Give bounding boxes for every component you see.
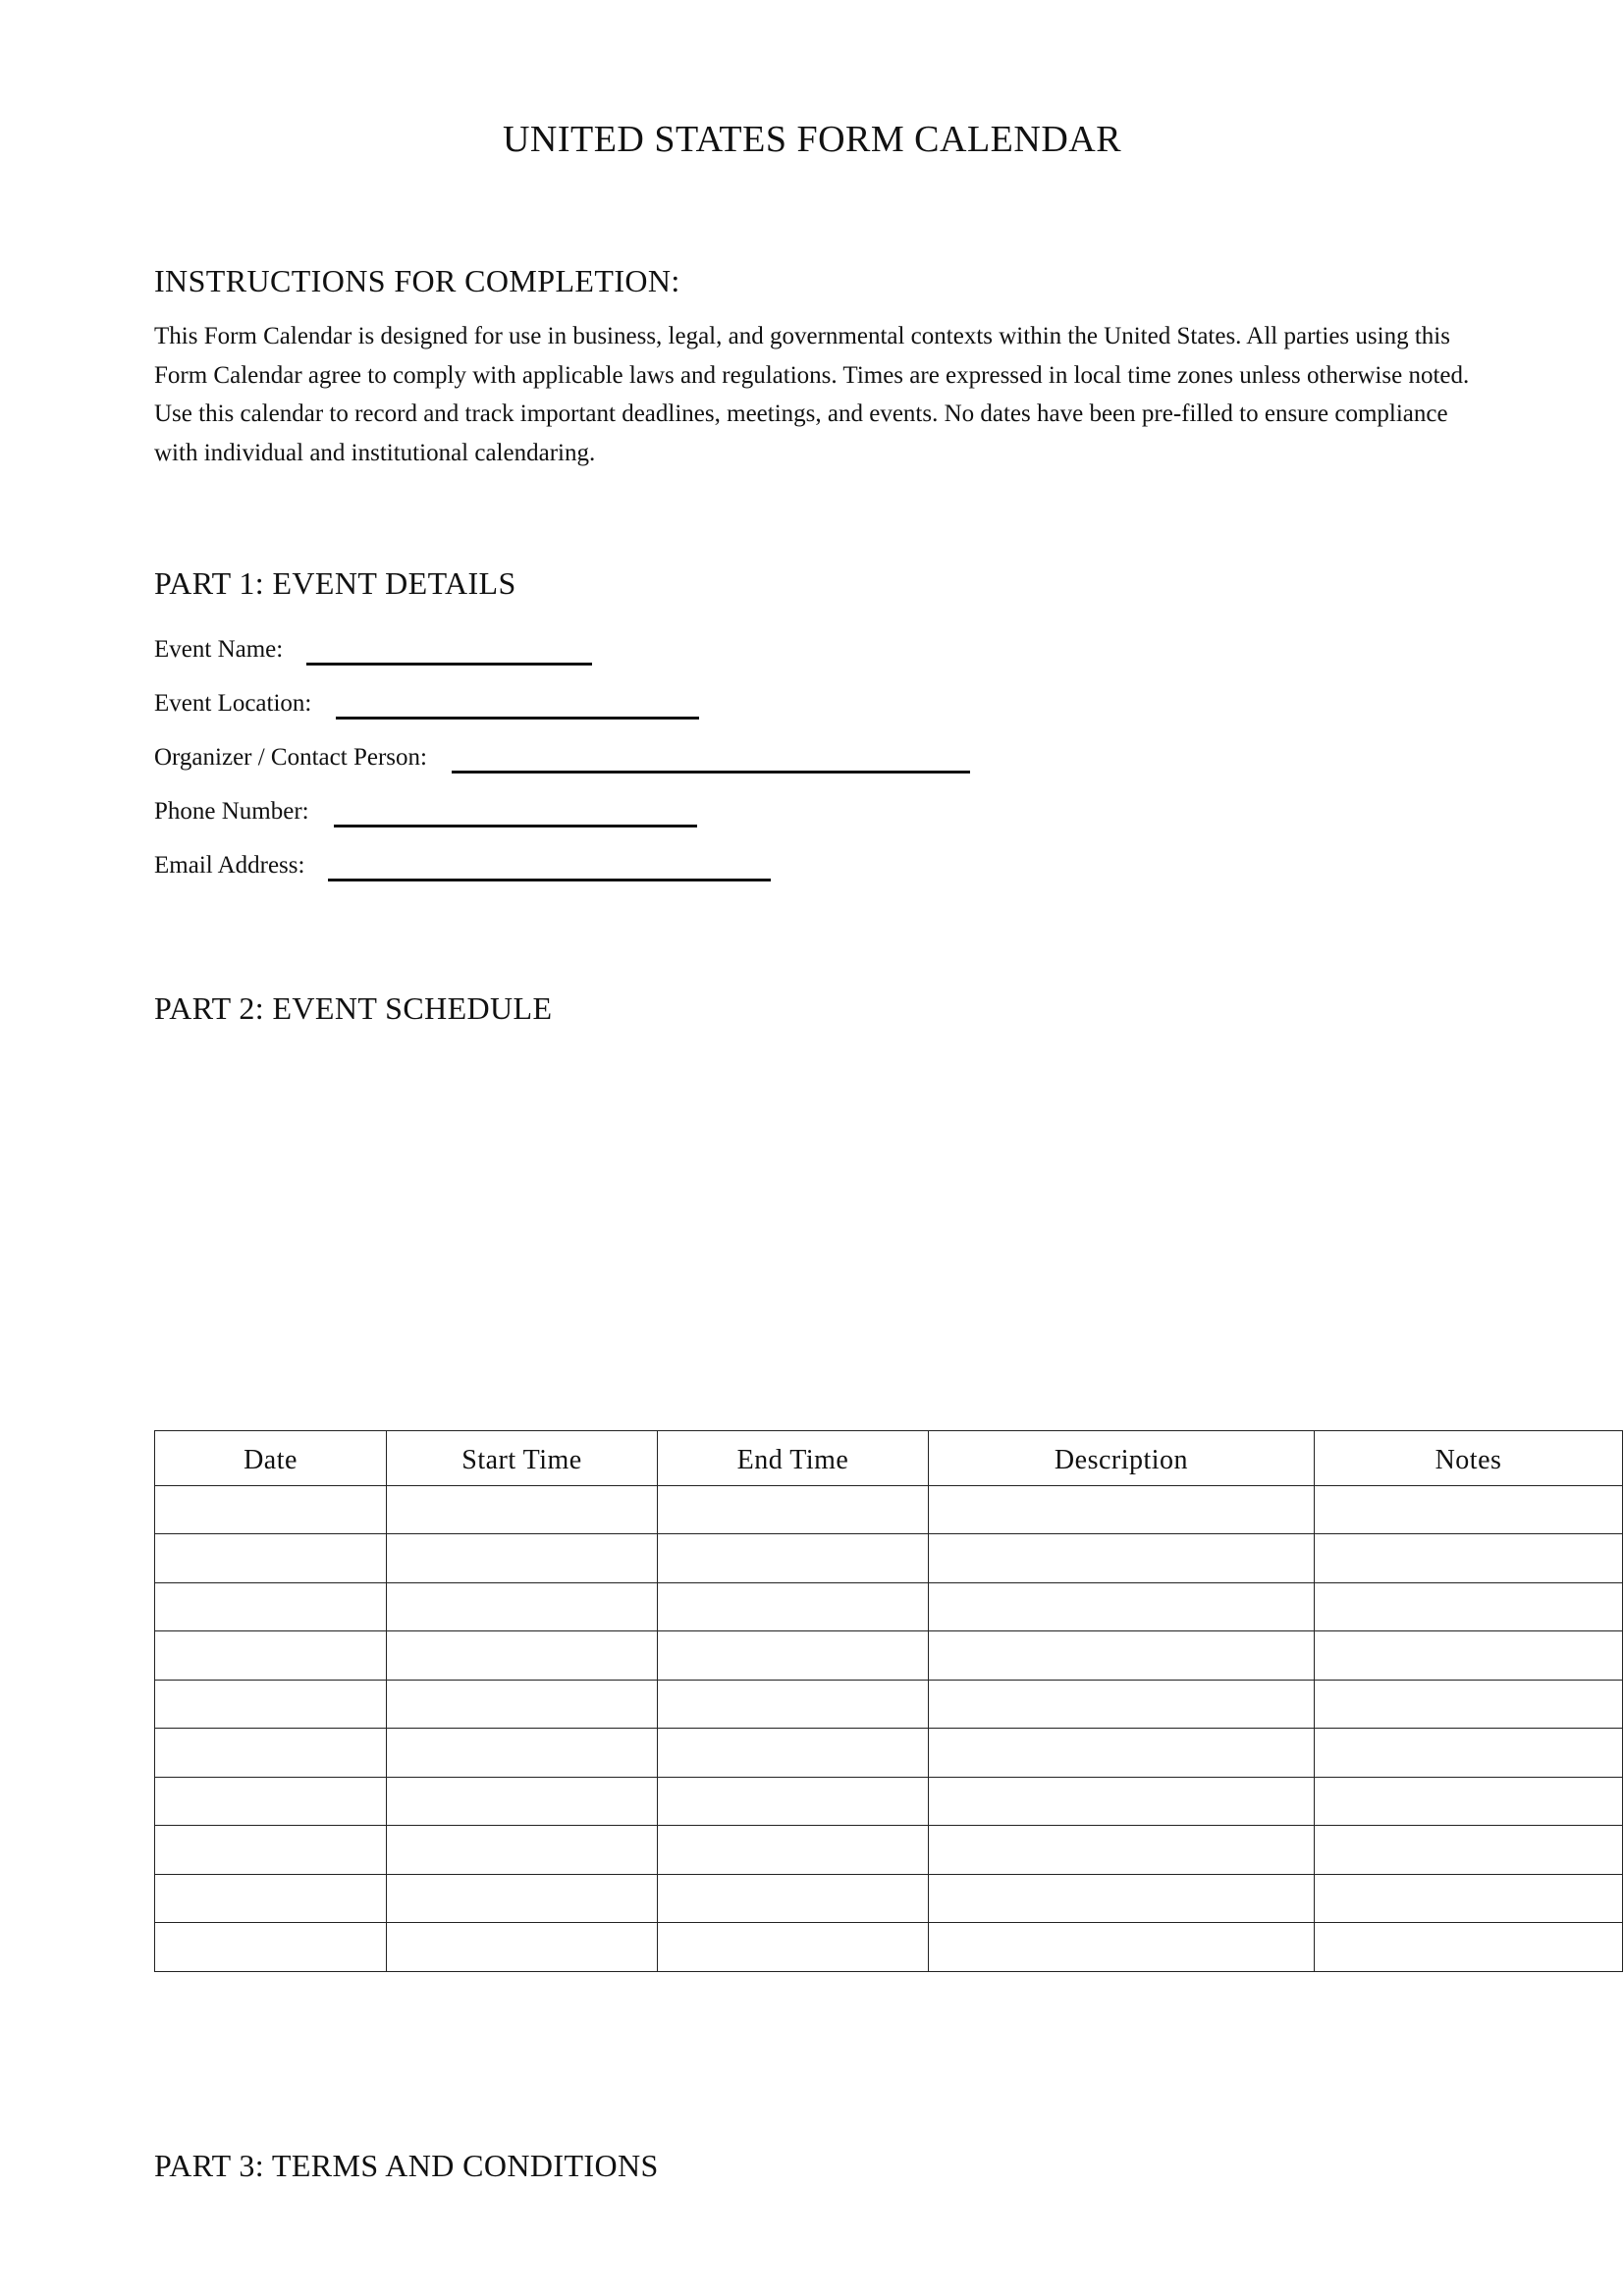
notes-cell[interactable]: [1315, 1923, 1623, 1972]
end-time-cell[interactable]: [658, 1534, 929, 1583]
description-cell[interactable]: [929, 1534, 1315, 1583]
phone-number-label: Phone Number:: [154, 798, 309, 825]
phone-number-row: [154, 790, 697, 829]
organizer-row: [154, 736, 970, 775]
instructions-text: This Form Calendar is designed for use in business, legal, and governmental contexts within the United States. All parties using this Form Calendar agree to comply with applicable laws and regulations. Times are expressed in local time zones unless otherwise noted. Use this calendar to record and track important deadlines, meetings, and events. No dates have been pre-filled to ensure compliance with individual and institutional calendaring.: [154, 323, 1470, 466]
end-time-cell[interactable]: [658, 1729, 929, 1778]
part1-heading: PART 1: EVENT DETAILS: [154, 565, 516, 601]
event-location-label: Event Location:: [154, 690, 312, 717]
date-cell[interactable]: [155, 1485, 387, 1534]
end-time-cell[interactable]: [658, 1680, 929, 1729]
end-time-cell[interactable]: [658, 1485, 929, 1534]
date-cell[interactable]: [155, 1534, 387, 1583]
end-time-cell[interactable]: [658, 1923, 929, 1972]
notes-cell[interactable]: [1315, 1534, 1623, 1583]
description-cell[interactable]: [929, 1485, 1315, 1534]
description-cell[interactable]: [929, 1923, 1315, 1972]
start-time-cell[interactable]: [387, 1923, 658, 1972]
organizer-field[interactable]: [452, 741, 970, 774]
description-cell[interactable]: [929, 1777, 1315, 1826]
table-header-row: [155, 1431, 1623, 1486]
description-cell[interactable]: [929, 1874, 1315, 1923]
event-schedule-table: [154, 1430, 1623, 1972]
email-address-field[interactable]: [328, 849, 771, 881]
table-row: [155, 1874, 1623, 1923]
end-time-cell[interactable]: [658, 1631, 929, 1681]
phone-number-field[interactable]: [334, 795, 697, 828]
event-location-field[interactable]: [336, 687, 699, 720]
table-row: [155, 1631, 1623, 1681]
table-row: [155, 1582, 1623, 1631]
date-cell[interactable]: [155, 1582, 387, 1631]
date-cell[interactable]: [155, 1631, 387, 1681]
start-time-cell[interactable]: [387, 1534, 658, 1583]
start-time-cell[interactable]: [387, 1826, 658, 1875]
part3-heading: PART 3: TERMS AND CONDITIONS: [154, 2148, 659, 2183]
notes-cell[interactable]: [1315, 1874, 1623, 1923]
date-cell[interactable]: [155, 1680, 387, 1729]
end-time-cell[interactable]: [658, 1874, 929, 1923]
start-time-cell[interactable]: [387, 1485, 658, 1534]
date-cell[interactable]: [155, 1777, 387, 1826]
table-row: [155, 1485, 1623, 1534]
column-header-start-time: Start Time: [387, 1431, 658, 1486]
description-cell[interactable]: [929, 1582, 1315, 1631]
column-header-end-time: End Time: [658, 1431, 929, 1486]
column-header-description: Description: [929, 1431, 1315, 1486]
table-row: [155, 1777, 1623, 1826]
instructions-heading: INSTRUCTIONS FOR COMPLETION:: [154, 263, 680, 298]
email-address-label: Email Address:: [154, 852, 305, 879]
date-cell[interactable]: [155, 1923, 387, 1972]
end-time-cell[interactable]: [658, 1826, 929, 1875]
end-time-cell[interactable]: [658, 1777, 929, 1826]
description-cell[interactable]: [929, 1729, 1315, 1778]
end-time-cell[interactable]: [658, 1582, 929, 1631]
description-cell[interactable]: [929, 1680, 1315, 1729]
table-body: [155, 1485, 1623, 1971]
start-time-cell[interactable]: [387, 1874, 658, 1923]
event-name-row: [154, 628, 592, 667]
start-time-cell[interactable]: [387, 1729, 658, 1778]
date-cell[interactable]: [155, 1826, 387, 1875]
notes-cell[interactable]: [1315, 1582, 1623, 1631]
notes-cell[interactable]: [1315, 1485, 1623, 1534]
notes-cell[interactable]: [1315, 1729, 1623, 1778]
table-row: [155, 1923, 1623, 1972]
notes-cell[interactable]: [1315, 1631, 1623, 1681]
start-time-cell[interactable]: [387, 1582, 658, 1631]
table-row: [155, 1680, 1623, 1729]
event-name-label: Event Name:: [154, 636, 284, 663]
description-cell[interactable]: [929, 1631, 1315, 1681]
date-cell[interactable]: [155, 1874, 387, 1923]
description-cell[interactable]: [929, 1826, 1315, 1875]
start-time-cell[interactable]: [387, 1680, 658, 1729]
table-row: [155, 1534, 1623, 1583]
event-name-field[interactable]: [306, 633, 592, 666]
organizer-label: Organizer / Contact Person:: [154, 744, 427, 771]
document-title: UNITED STATES FORM CALENDAR: [502, 119, 1122, 160]
table-row: [155, 1826, 1623, 1875]
column-header-date: Date: [155, 1431, 387, 1486]
date-cell[interactable]: [155, 1729, 387, 1778]
start-time-cell[interactable]: [387, 1631, 658, 1681]
notes-cell[interactable]: [1315, 1777, 1623, 1826]
email-address-row: [154, 844, 771, 883]
part2-heading: PART 2: EVENT SCHEDULE: [154, 990, 553, 1026]
start-time-cell[interactable]: [387, 1777, 658, 1826]
table-row: [155, 1729, 1623, 1778]
event-location-row: [154, 682, 699, 721]
notes-cell[interactable]: [1315, 1680, 1623, 1729]
column-header-notes: Notes: [1315, 1431, 1623, 1486]
notes-cell[interactable]: [1315, 1826, 1623, 1875]
